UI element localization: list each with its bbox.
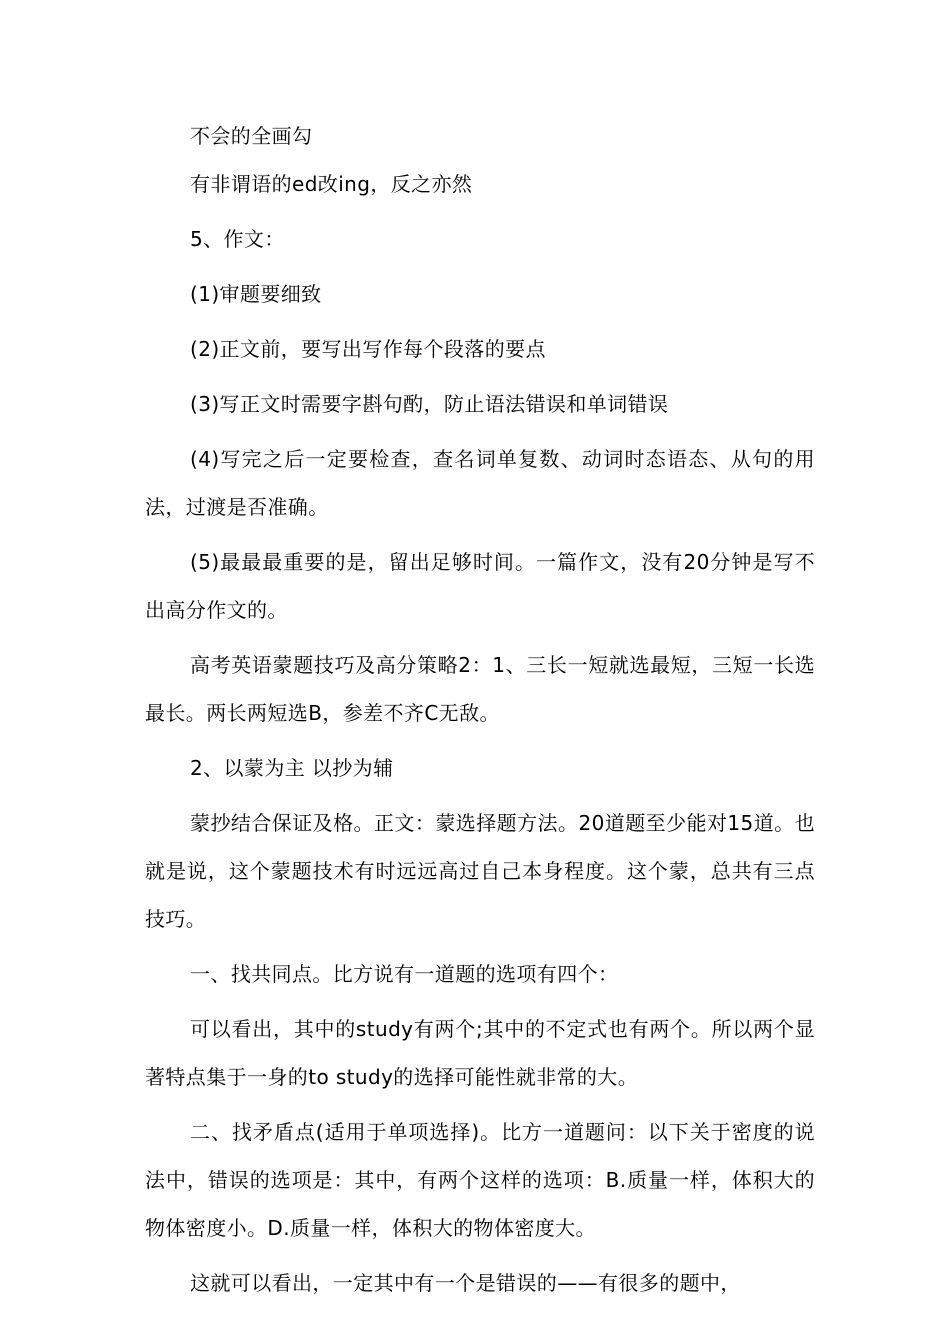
paragraph: (5)最最最重要的是，留出足够时间。一篇作文，没有20分钟是写不出高分作文的。 [145, 550, 815, 622]
paragraph: 二、找矛盾点(适用于单项选择)。比方一道题问：以下关于密度的说法中，错误的选项是：其中，有两个这样的选项：B.质量一样，体积大的物体密度小。D.质量一样，体积大的物体密度大。 [145, 1120, 815, 1240]
paragraph: (4)写完之后一定要检查，查名词单复数、动词时态语态、从句的用法，过渡是否准确。 [145, 447, 815, 519]
paragraph: 高考英语蒙题技巧及高分策略2：1、三长一短就选最短，三短一长选最长。两长两短选B，参差不齐C无敌。 [145, 653, 815, 725]
paragraph: 不会的全画勾 [190, 124, 313, 148]
paragraph: 5、作文： [190, 227, 285, 251]
paragraph: 一、找共同点。比方说有一道题的选项有四个： [190, 962, 619, 986]
paragraph: (1)审题要细致 [190, 282, 322, 306]
paragraph: 这就可以看出，一定其中有一个是错误的——有很多的题中， [190, 1271, 741, 1295]
paragraph: (3)写正文时需要字斟句酌，防止语法错误和单词错误 [190, 392, 669, 416]
paragraph: 2、以蒙为主 以抄为辅 [190, 756, 394, 780]
paragraph: 可以看出，其中的study有两个;其中的不定式也有两个。所以两个显著特点集于一身的to study的选择可能性就非常的大。 [145, 1017, 815, 1089]
paragraph: (2)正文前，要写出写作每个段落的要点 [190, 337, 546, 361]
paragraph: 有非谓语的ed改ing，反之亦然 [190, 172, 473, 196]
document-body [145, 112, 815, 1314]
paragraph: 蒙抄结合保证及格。正文：蒙选择题方法。20道题至少能对15道。也就是说，这个蒙题技术有时远远高过自己本身程度。这个蒙，总共有三点技巧。 [145, 811, 815, 931]
